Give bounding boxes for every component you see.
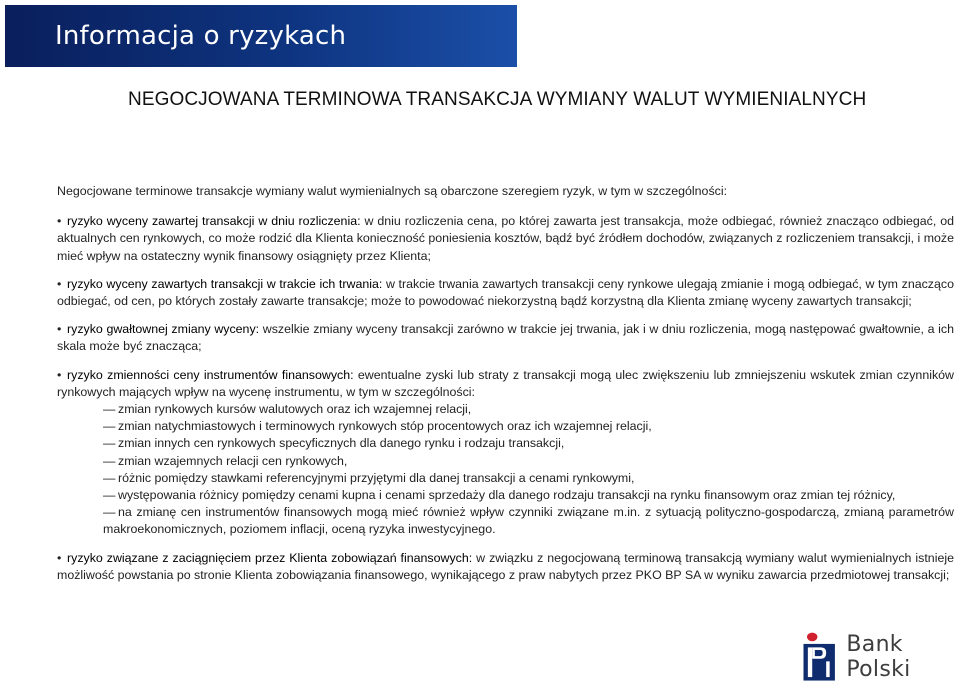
factor-item: — zmian natychmiastowych i terminowych rynkowych stóp procentowych oraz ich wzajemnej relacji,: [103, 419, 652, 434]
factor-text: zmian natychmiastowych i terminowych rynkowych stóp procentowych oraz ich wzajemnej relacji,: [118, 419, 652, 434]
risk-text: wszelkie zmiany wyceny transakcji zarówno w trakcie jej trwania, jak i w dniu rozliczenia, mogą następować gwałtownie, a ich skala może być znacząca;: [57, 322, 954, 354]
factor-item: — zmian rynkowych kursów walutowych oraz ich wzajemnej relacji,: [103, 402, 472, 417]
risk-text: w trakcie trwania zawartych transakcji ceny rynkowe ulegają zmianie i mogą odbiegać, w tym znacząco odbiegać, od cen, po których zostały zawarte transakcje; może to powodować niekorzystną bądź korzystną dla Klienta zmianę wyceny zawartych transakcji;: [57, 276, 954, 309]
risk-term: ryzyko związane z zaciągnięciem przez Klienta zobowiązań finansowych:: [67, 550, 473, 565]
bank-logo: [800, 628, 958, 686]
header-banner: [5, 5, 517, 67]
header-title: Informacja o ryzykach: [55, 21, 347, 51]
factor-item: — zmian wzajemnych relacji cen rynkowych,: [103, 453, 348, 468]
risk-item: [57, 213, 954, 265]
risk-item: [57, 321, 954, 355]
risk-term: ryzyko zmienności ceny instrumentów finansowych:: [67, 367, 354, 382]
risk-item: [57, 276, 954, 310]
factor-text: na zmianę cen instrumentów finansowych mogą mieć również wpływ czynniki związane m.in. z sytuacją polityczno-gospodarczą, zmianą parametrów makroekonomicznych, poziomem inflacji, oceną ryzyka inwestycyjnego.: [103, 505, 954, 537]
bullet-icon: •: [57, 214, 62, 229]
risk-term: ryzyko gwałtownej zmiany wyceny:: [67, 322, 260, 337]
risk-item: [57, 550, 954, 584]
factor-text: zmian innych cen rynkowych specyficznych dla danego rynku i rodzaju transakcji,: [118, 436, 565, 451]
pko-emblem-icon: [800, 628, 838, 686]
factor-item: — na zmianę cen instrumentów finansowych mogą mieć również wpływ czynniki związane m.in. z sytuacją polityczno-gospodarczą, zmianą parametrów makroekonomicznych, poziomem inflacji, oceną ryzyka inwestycyjnego.: [103, 505, 954, 537]
risk-term: ryzyko wyceny zawartych transakcji w trakcie ich trwania:: [67, 276, 383, 291]
factor-item: — różnic pomiędzy stawkami referencyjnymi przyjętymi dla danej transakcji a cenami rynkowymi,: [103, 470, 635, 485]
document-title: NEGOCJOWANA TERMINOWA TRANSAKCJA WYMIANY WALUT WYMIENIALNYCH: [128, 89, 867, 110]
factor-item: — zmian innych cen rynkowych specyficznych dla danego rynku i rodzaju transakcji,: [103, 436, 565, 451]
factor-text: zmian wzajemnych relacji cen rynkowych,: [118, 453, 348, 468]
factor-list: [57, 401, 954, 539]
risk-text: w dniu rozliczenia cena, po której zawarta jest transakcja, może odbiegać, również znacząco odbiegać, od aktualnych cen rynkowych, co może rodzić dla Klienta konieczność poniesienia kosztów, bądź być źródłem dochodów, związanych z rozliczeniem transakcji, i może mieć wpływ na ostateczny wynik finansowy osiągnięty przez Klienta;: [57, 214, 954, 263]
document-body: [57, 183, 954, 595]
factor-text: zmian rynkowych kursów walutowych oraz ich wzajemnej relacji,: [118, 402, 472, 417]
bullet-icon: •: [57, 276, 62, 291]
factor-item: — występowania różnicy pomiędzy cenami kupna i cenami sprzedaży dla danego rodzaju transakcji na rynku finansowym oraz zmian tej różnicy,: [103, 488, 896, 503]
factor-text: różnic pomiędzy stawkami referencyjnymi przyjętymi dla danej transakcji a cenami rynkowymi,: [118, 470, 635, 485]
risk-text: ewentualne zyski lub straty z transakcji mogą ulec zwiększeniu lub zmniejszeniu wskutek zmian czynników rynkowych mających wpływ na wycenę instrumentu, w tym w szczególności:: [57, 367, 954, 399]
risk-term: ryzyko wyceny zawartej transakcji w dniu rozliczenia:: [67, 214, 361, 229]
logo-text: Bank Polski: [846, 632, 911, 682]
bullet-icon: •: [57, 550, 62, 565]
risk-text: w związku z negocjowaną terminową transakcją wymiany walut wymienialnych istnieje możliwość powstania po stronie Klienta zobowiązania finansowego, wynikającego z praw nabytych przez PKO BP SA w wyniku zawarcia przedmiotowej transakcji;: [57, 550, 954, 582]
risk-item: [57, 367, 954, 539]
bullet-icon: •: [57, 322, 62, 337]
factor-text: występowania różnicy pomiędzy cenami kupna i cenami sprzedaży dla danego rodzaju transakcji na rynku finansowym oraz zmian tej różnicy,: [118, 488, 896, 503]
intro-paragraph: Negocjowane terminowe transakcje wymiany walut wymienialnych są obarczone szeregiem ryzyk, w tym w szczególności:: [57, 184, 728, 198]
bullet-icon: •: [57, 367, 62, 382]
